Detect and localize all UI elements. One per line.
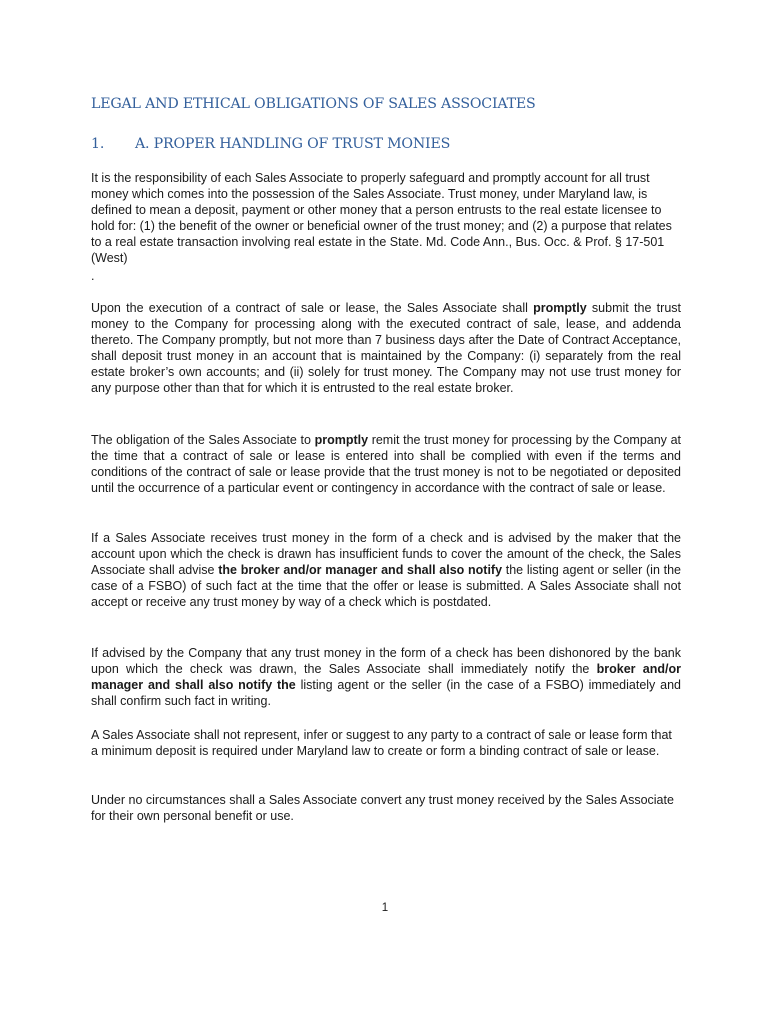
text-run: submit the trust money to the Company for processing along with the executed contract of sale, lease, and addenda thereto. The Company promptly, but not more than 7 business days after the Date of Contract Acceptance, shall deposit trust money in an account that is maintained by the Company: (i) separately from the real estate broker’s own accounts; and (ii) solely for trust money. The Company may not use trust money for any purpose other than that for which it is entrusted to the real estate broker. [91,301,681,396]
text-run: the listing agent or seller (in the case of a FSBO) of such fact at the time that the offer or lease is submitted. A Sales Associate shall not accept or receive any trust money by way of a check which is postdated. [91,563,681,610]
text-run: Upon the execution of a contract of sale or lease, the Sales Associate shall [91,301,534,315]
paragraph-remit-obligation [91,432,681,496]
paragraph-dishonored-check [91,645,681,709]
paragraph-trust-money-definition: It is the responsibility of each Sales Associate to properly safeguard and promptly account for all trust money which comes into the possession of the Sales Associate. Trust money, under Maryland law, is defined to mean a deposit, payment or other money that a person entrusts to the real estate licensee to hold for: (1) the benefit of the owner or beneficial owner of the trust money; and (2) a purpose that relates to a real estate transaction involving real estate in the State. Md. Code Ann., Bus. Occ. & Prof. § 17-501 (West) [91,171,672,266]
bold-text-run: the broker and/or manager and shall also notify [218,563,503,578]
paragraph-submission [91,300,681,397]
paragraph-stray-period: . [91,269,95,283]
text-run: remit the trust money for processing by the Company at the time that a contract of sale or lease is entered into shall be complied with even if the terms and conditions of the contract of sale or lease provide that the trust money is not to be negotiated or deposited until the occurrence of a particular event or contingency in accordance with the contract of sale or lease. [91,433,681,496]
section-number: 1. [91,136,105,152]
bold-text-run: promptly [533,301,587,315]
bold-text-run: promptly [314,433,369,447]
text-run: listing agent or the seller (in the case of a FSBO) immediately and shall confirm such fact in writing. [91,678,681,709]
document-title: LEGAL AND ETHICAL OBLIGATIONS OF SALES ASSOCIATES [91,96,536,112]
paragraph-insufficient-funds [91,530,681,610]
text-run: If a Sales Associate receives trust money in the form of a check and is advised by the maker that the account upon which the check is drawn has insufficient funds to cover the amount of the check, the Sales Associate shall advise [91,531,681,578]
section-title: A. PROPER HANDLING OF TRUST MONIES [135,136,451,152]
text-run: The obligation of the Sales Associate to [91,433,315,447]
paragraph-conversion: Under no circumstances shall a Sales Associate convert any trust money received by the Sales Associate for their own personal benefit or use. [91,793,674,824]
text-run: If advised by the Company that any trust money in the form of a check has been dishonored by the bank upon which the check was drawn, the Sales Associate shall immediately notify the [91,646,681,677]
paragraph-minimum-deposit: A Sales Associate shall not represent, infer or suggest to any party to a contract of sale or lease form that a minimum deposit is required under Maryland law to create or form a binding contract of sale or lease. [91,728,672,759]
page-number: 1 [381,902,389,914]
bold-text-run: broker and/or manager and shall also notify the [91,662,681,693]
